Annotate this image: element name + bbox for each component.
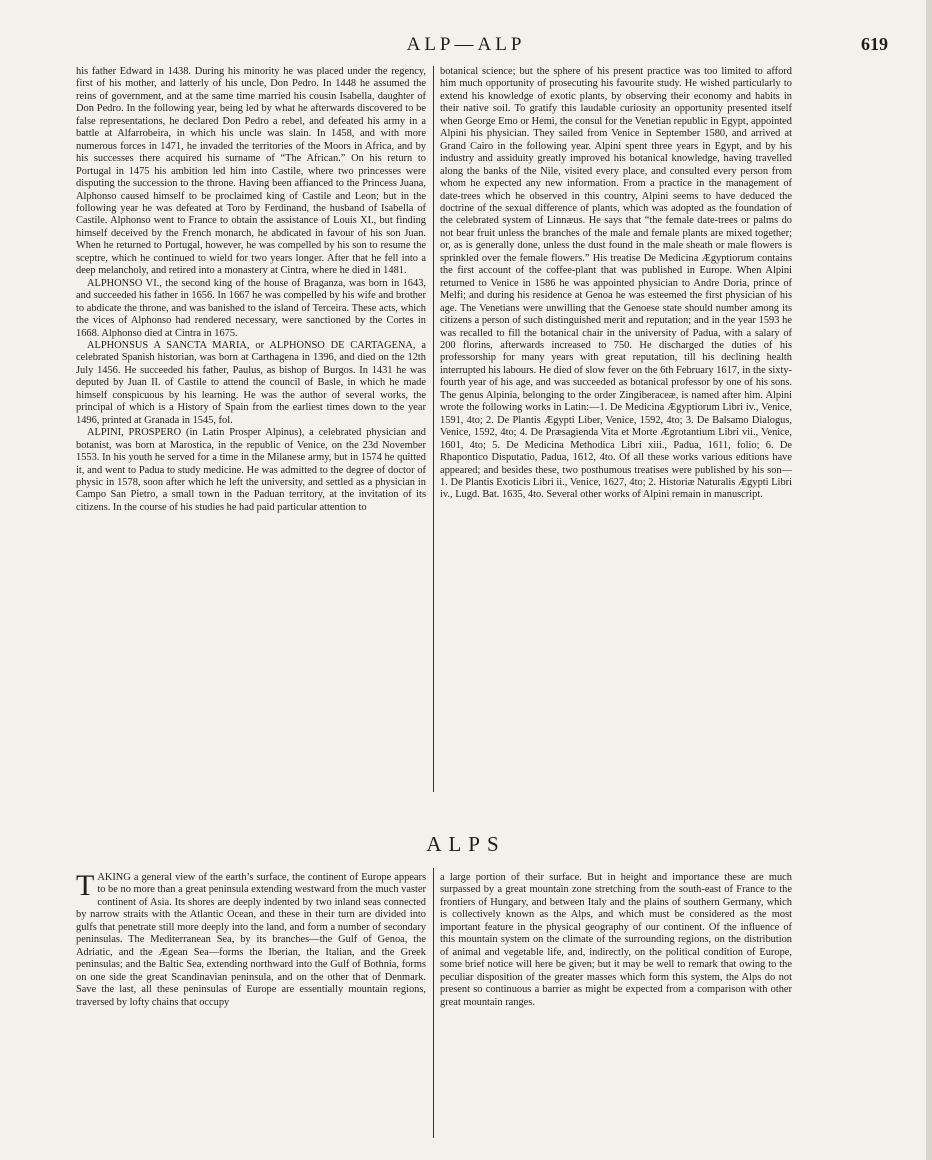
alps-intro-paragraph [76, 869, 426, 1009]
page-header [72, 34, 888, 58]
page-number: 619 [861, 34, 888, 54]
alps-left-column [76, 869, 426, 1009]
alps-right-text: a large portion of their surface. But in height and importance these are much surpassed by a great mountain zone stretching from the south-east of France to the frontiers of Hungary, and between Italy and the plains of southern Germany, which is collectively known as the Alps, and which must be considered as the most important feature in the physical geography of our continent. Of the influence of this mountain system on the climate of the surrounding regions, on the distribution of animal and vegetable life, and, indirectly, on the political condition of Europe, some brief notice will here be given; but it may be well to remark that owing to the peculiar disposition of the greater masses which form this system, the Alps do not present so continuous a barrier as might be expected from a comparison with other great mountain ranges. [440, 872, 792, 1008]
column-divider [433, 66, 434, 792]
entry-alphonsus-a-sancta-maria: ALPHONSUS A SANCTA MARIA, or ALPHONSO DE CARTAGENA, a celebrated Spanish historian, was born at Carthagena in 1396, and died on the 12th July 1456. He succeeded his father, Paulus, as bishop of Burgos. In 1431 he was deputed by Juan II. of Castile to attend the council of Basle, in which he made himself conspicuous by his learning. He was the author of several works, the principal of which is a History of Spain from the earliest times down to the year 1496, printed at Granada in 1545, fol. [76, 339, 426, 426]
drop-cap: T [76, 869, 95, 902]
upper-left-column [76, 66, 426, 514]
scan-edge [926, 0, 932, 1160]
entry-alphonso-v-continued: his father Edward in 1438. During his minority he was placed under the regency, first of his mother, and latterly of his uncle, Don Pedro. In 1448 he assumed the reins of government, and at the same time married his cousin Isabella, daughter of Don Pedro. In the following year, being led by what he afterwards discovered to be false representations, he declared Don Pedro a rebel, and defeated his army in a battle at Alfarrobeira, in which his uncle was slain. In 1458, and with more numerous forces in 1471, he invaded the territories of the Moors in Africa, and by his successes there acquired his surname of “The African.” On his return to Portugal in 1475 his ambition led him into Castile, where two princesses were disputing the succession to the throne. Having been affianced to the Princess Juana, Alphonso caused himself to be proclaimed king of Castile and Leon; but in the following year he was defeated at Toro by Ferdinand, the husband of Isabella of Castile. Alphonso went to France to obtain the assistance of Louis XI., but finding himself deceived by the French monarch, he abdicated in favour of his son Juan. When he returned to Portugal, however, he was compelled by his son to resume the sceptre, which he continued to wield for two years longer. After that he fell into a deep melancholy, and retired into a monastery at Cintra, where he died in 1481. [76, 66, 426, 277]
entry-alpini-continued: botanical science; but the sphere of his present practice was too limited to afford him much opportunity of prosecuting his favourite study. He wished particularly to extend his knowledge of exotic plants, by observing their economy and habits in their native soil. To gratify this laudable curiosity an opportunity presented itself when George Emo or Hemi, the consul for the Venetian republic in Egypt, appointed Alpini his physician. They sailed from Venice in September 1580, and arrived at Grand Cairo in the following year. Alpini spent three years in Egypt, and by his industry and assiduity greatly improved his botanical knowledge, having travelled along the banks of the Nile, visited every place, and consulted every person from whom he expected any new information. From a practice in the management of date-trees which he observed in this country, Alpini seems to have deduced the doctrine of the sexual difference of plants, which was adopted as the foundation of the celebrated system of Linnæus. He says that “the female date-trees or palms do not bear fruit unless the branches of the male and female plants are mixed together; or, as is generally done, unless the dust found in the male sheath or male flowers is sprinkled over the female flowers.” His treatise De Medicina Ægyptiorum contains the first account of the coffee-plant that was published in Europe. When Alpini returned to Venice in 1586 he was appointed physician to Andre Doria, prince of Melfi; and during his residence at Genoa he was esteemed the first physician of his age. The Venetians were unwilling that the Genoese state should number among its citizens a person of such distinguished merit and reputation; and in the year 1593 he was recalled to fill the botanical chair in the university of Padua, with a salary of 200 florins, afterwards increased to 750. He discharged the duties of his professorship for many years with great reputation, till his declining health interrupted his labours. He died of slow fever on the 6th February 1617, in the sixty-fourth year of his age, and was succeeded as botanical professor by one of his sons. The genus Alpinia, belonging to the order Zingiberaceæ, is named after him. Alpini wrote the following works in Latin:—1. De Medicina Ægyptiorum Libri iv., Venice, 1591, 4to; 2. De Plantis Ægypti Liber, Venice, 1592, 4to; 3. De Balsamo Dialogus, Venice, 1592, 4to; 4. De Præsagienda Vita et Morte Ægrotantium Libri vii., Venice, 1601, 4to; 5. De Medicina Methodica Libri xiii., Padua, 1611, folio; 6. De Rhapontico Disputatio, Padua, 1612, 4to. Of all these works various editions have appeared; and besides these, two posthumous treatises were published by his son—1. De Plantis Exoticis Libri ii., Venice, 1627, 4to; 2. Historiæ Naturalis Ægypti Libri iv., Lugd. Bat. 1635, 4to. Several other works of Alpini remain in manuscript. [440, 66, 792, 501]
entry-alpini-prospero: ALPINI, PROSPERO (in Latin Prosper Alpinus), a celebrated physician and botanist, was born at Marostica, in the republic of Venice, on the 23d November 1553. In his youth he served for a time in the Milanese army, but in 1574 he quitted it, and went to Padua to study medicine. He was admitted to the degree of doctor of physic in 1578, soon after which he left the university, and settled as a physician in Campo San Pietro, a small town in the Paduan territory, at the invitation of its citizens. In the course of his studies he had paid particular attention to [76, 427, 426, 513]
column-divider-lower [433, 868, 434, 1138]
running-head: ALP—ALP [406, 34, 526, 55]
upper-right-column [440, 66, 792, 502]
entry-alphonso-vi: ALPHONSO VI., the second king of the house of Braganza, was born in 1643, and succeeded his father in 1656. In 1667 he was compelled by his wife and brother to abdicate the throne, and was banished to the island of Terceira. These acts, which the vices of Alphonso had rendered necessary, were sanctioned by the Cortes in 1668. Alphonso died at Cintra in 1675. [76, 277, 426, 339]
section-title: ALPS [426, 832, 506, 856]
alps-right-column [440, 872, 792, 1009]
alps-left-text: AKING a general view of the earth’s surface, the continent of Europe appears to be no more than a great peninsula extending westward from the much vaster continent of Asia. Its shores are deeply indented by two inland seas connected by narrow straits with the Atlantic Ocean, and these in their turn are divided into gulfs that penetrate still more deeply into the land, and form a number of secondary peninsulas. The Mediterranean Sea, by its branches—the Gulf of Genoa, the Adriatic, and the Ægean Sea—forms the Iberian, the Italian, and the Greek peninsulas; and the Baltic Sea, extending northward into the Gulf of Bothnia, forms on one side the great Scandinavian peninsula, and on the other that of Denmark. Save the last, all these peninsulas of Europe are essentially mountain regions, traversed by lofty chains that occupy [76, 872, 426, 1008]
